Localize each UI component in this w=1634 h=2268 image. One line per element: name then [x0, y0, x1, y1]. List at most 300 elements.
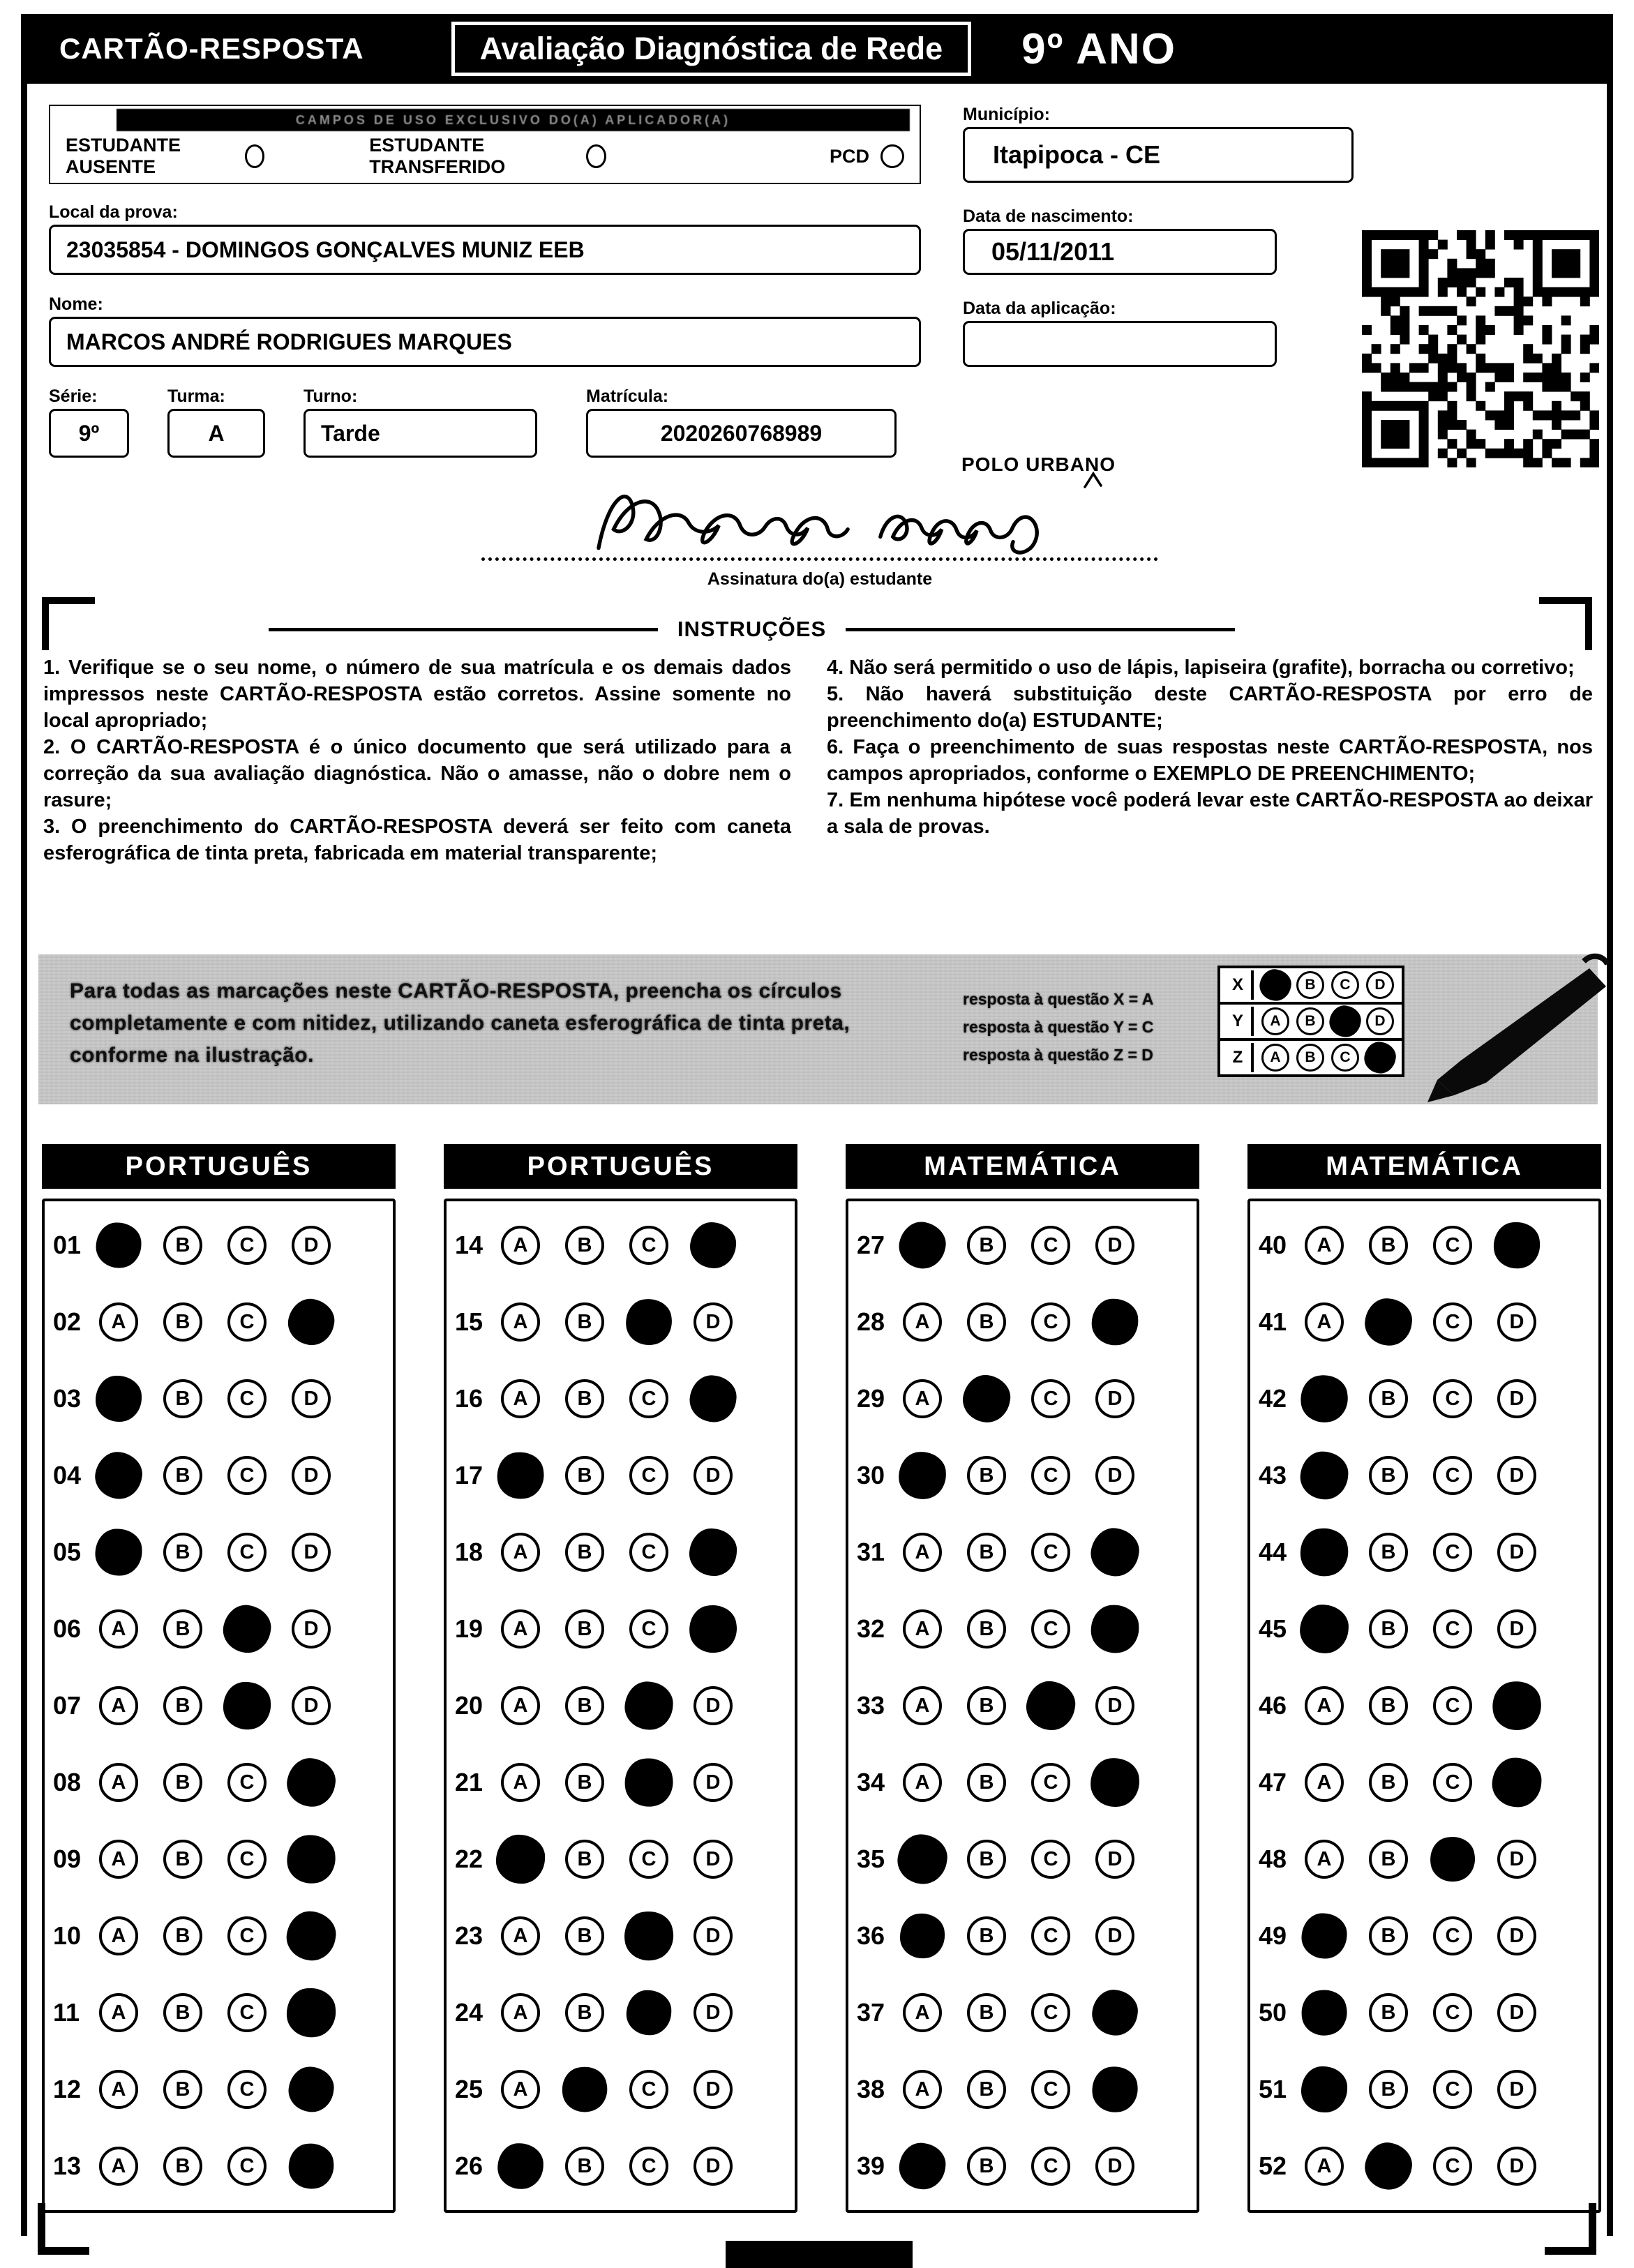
- answer-bubble-47-D-marked[interactable]: [1492, 1757, 1543, 1808]
- answer-bubble-25-A[interactable]: [501, 2070, 540, 2109]
- answer-bubble-36-A-marked[interactable]: [898, 1912, 947, 1960]
- answer-bubble-50-C[interactable]: [1433, 1993, 1472, 2032]
- bubble-letter: A: [111, 1847, 126, 1870]
- answer-bubble-19-B[interactable]: [565, 1609, 604, 1649]
- answer-bubble-12-D-marked[interactable]: [286, 2064, 336, 2115]
- answer-bubble-32-D-marked[interactable]: [1090, 1604, 1140, 1654]
- answer-bubble-15-A[interactable]: [501, 1302, 540, 1342]
- question-number: 21: [455, 1768, 484, 1796]
- answer-bubble-22-D[interactable]: [694, 1840, 733, 1879]
- answer-bubble-23-B[interactable]: [565, 1916, 604, 1955]
- question-row-32: [857, 1591, 1197, 1667]
- answer-bubble-31-D-marked[interactable]: [1087, 1524, 1142, 1579]
- answer-bubble-44-A-marked[interactable]: [1297, 1525, 1352, 1580]
- answer-bubble-10-C[interactable]: [227, 1916, 267, 1955]
- answer-bubble-11-B[interactable]: [163, 1993, 202, 2032]
- answer-bubble-14-A[interactable]: [501, 1226, 540, 1265]
- answer-bubble-17-A-marked[interactable]: [494, 1449, 547, 1502]
- answer-bubble-12-A[interactable]: [99, 2070, 138, 2109]
- answer-bubble-42-D[interactable]: [1497, 1379, 1536, 1418]
- bubble-letter: B: [1381, 1617, 1396, 1640]
- answer-bubble-41-D[interactable]: [1497, 1302, 1536, 1342]
- answer-bubble-11-A[interactable]: [99, 1993, 138, 2032]
- answer-bubble-01-C[interactable]: [227, 1226, 267, 1265]
- answer-bubble-07-D[interactable]: [292, 1686, 331, 1725]
- bubble-letter: B: [577, 1387, 592, 1410]
- answer-bubble-39-A-marked[interactable]: [897, 2141, 948, 2192]
- answer-bubble-30-B[interactable]: [967, 1456, 1006, 1495]
- answer-bubble-48-C-marked[interactable]: [1426, 1833, 1479, 1886]
- answer-bubble-A: [1261, 1007, 1289, 1035]
- answer-bubble-02-D-marked[interactable]: [284, 1295, 338, 1349]
- answer-bubble-05-D[interactable]: [292, 1533, 331, 1572]
- answer-bubble-17-D[interactable]: [694, 1456, 733, 1495]
- answer-bubble-38-C[interactable]: [1031, 2070, 1070, 2109]
- answer-bubble-09-D-marked[interactable]: [285, 1833, 337, 1885]
- answer-bubble-03-D[interactable]: [292, 1379, 331, 1418]
- bubble-letter: C: [1445, 1464, 1460, 1487]
- answer-bubble-12-C[interactable]: [227, 2070, 267, 2109]
- answer-bubble-18-B[interactable]: [565, 1533, 604, 1572]
- answer-bubble-52-B-marked[interactable]: [1361, 2138, 1416, 2193]
- question-number: 34: [857, 1768, 885, 1796]
- question-row-38: [857, 2051, 1197, 2128]
- answer-bubble-16-C[interactable]: [629, 1379, 668, 1418]
- bubble-letter: B: [577, 1617, 592, 1640]
- answer-bubble-10-B[interactable]: [163, 1916, 202, 1955]
- answer-bubble-34-A[interactable]: [903, 1763, 942, 1802]
- bubble-letter: C: [641, 1847, 657, 1870]
- bubble-letter: A: [915, 1617, 930, 1640]
- question-number: 08: [53, 1768, 82, 1796]
- answer-bubble-40-D-marked[interactable]: [1491, 1219, 1543, 1271]
- answer-bubble-42-A-marked[interactable]: [1298, 1372, 1351, 1426]
- question-row-23: [455, 1898, 795, 1974]
- bubble-letter: A: [513, 1771, 528, 1794]
- bubble-letter: D: [705, 2154, 721, 2177]
- answer-bubble-21-B[interactable]: [565, 1763, 604, 1802]
- answer-bubble-33-B[interactable]: [967, 1686, 1006, 1725]
- answer-bubble-04-D[interactable]: [292, 1456, 331, 1495]
- answer-bubble-47-A[interactable]: [1305, 1763, 1344, 1802]
- answer-bubble-03-A-marked[interactable]: [95, 1375, 142, 1422]
- answer-bubble-27-C[interactable]: [1031, 1226, 1070, 1265]
- answer-bubble-05-C[interactable]: [227, 1533, 267, 1572]
- answer-bubble-29-B-marked[interactable]: [959, 1372, 1014, 1427]
- answer-bubble-40-B[interactable]: [1369, 1226, 1408, 1265]
- answer-bubble-35-A-marked[interactable]: [894, 1831, 950, 1887]
- bubble-letter: D: [705, 1694, 721, 1717]
- answer-bubble-37-D-marked[interactable]: [1090, 1988, 1140, 2038]
- answer-bubble-31-B[interactable]: [967, 1533, 1006, 1572]
- answer-bubble-19-C[interactable]: [629, 1609, 668, 1649]
- answer-bubble-05-A-marked[interactable]: [94, 1528, 143, 1577]
- bubble-letter: C: [239, 1310, 255, 1333]
- answer-bubble-14-D-marked[interactable]: [688, 1220, 738, 1270]
- answer-bubble-46-B[interactable]: [1369, 1686, 1408, 1725]
- answer-bubble-41-C[interactable]: [1433, 1302, 1472, 1342]
- answer-bubble-47-C[interactable]: [1433, 1763, 1472, 1802]
- bubble-letter: D: [705, 2078, 721, 2101]
- answer-bubble-33-A[interactable]: [903, 1686, 942, 1725]
- bubble-letter: B: [175, 1771, 190, 1794]
- answer-bubble-49-B[interactable]: [1369, 1916, 1408, 1955]
- question-number: 51: [1259, 2075, 1287, 2103]
- answer-bubble-43-B[interactable]: [1369, 1456, 1408, 1495]
- answer-bubble-14-B[interactable]: [565, 1226, 604, 1265]
- answer-bubble-38-B[interactable]: [967, 2070, 1006, 2109]
- answer-bubble-29-D[interactable]: [1095, 1379, 1134, 1418]
- turno-label: Turno:: [303, 386, 358, 406]
- answer-bubble-24-C-marked[interactable]: [626, 1990, 672, 2036]
- bubble-letter: A: [915, 1540, 930, 1563]
- answer-bubble-41-B-marked[interactable]: [1363, 1297, 1414, 1348]
- grade-label: 9º ANO: [1021, 24, 1176, 73]
- question-number: 25: [455, 2075, 484, 2103]
- answer-bubble-13-D-marked[interactable]: [286, 2141, 336, 2191]
- answer-bubble-35-D[interactable]: [1095, 1840, 1134, 1879]
- turma-label: Turma:: [167, 386, 225, 406]
- bubble-letter: A: [915, 2001, 930, 2024]
- answer-bubble-23-A[interactable]: [501, 1916, 540, 1955]
- bubble-letter: C: [1043, 2001, 1058, 2024]
- answer-bubble-17-B[interactable]: [565, 1456, 604, 1495]
- answer-bubble-48-A[interactable]: [1305, 1840, 1344, 1879]
- bubble-letter: A: [915, 1387, 930, 1410]
- answer-bubble-51-A-marked[interactable]: [1301, 2066, 1347, 2112]
- answer-bubble-52-C[interactable]: [1433, 2147, 1472, 2186]
- answer-bubble-21-C-marked[interactable]: [621, 1755, 677, 1810]
- bubble-letter: B: [979, 2001, 994, 2024]
- answer-bubble-08-A[interactable]: [99, 1763, 138, 1802]
- answer-bubble-09-B[interactable]: [163, 1840, 202, 1879]
- answer-bubble-19-D-marked[interactable]: [686, 1602, 740, 1656]
- answer-bubble-37-C[interactable]: [1031, 1993, 1070, 2032]
- answer-bubble-32-A[interactable]: [903, 1609, 942, 1649]
- answer-bubble-07-C-marked[interactable]: [222, 1681, 272, 1731]
- bubble-letter: A: [915, 2078, 930, 2101]
- answer-bubble-34-D-marked[interactable]: [1089, 1757, 1141, 1809]
- answer-bubble-45-B[interactable]: [1369, 1609, 1408, 1649]
- answer-bubble-37-B[interactable]: [967, 1993, 1006, 2032]
- bubble-letter: C: [1445, 1233, 1460, 1256]
- answer-bubble-10-A[interactable]: [99, 1916, 138, 1955]
- instructions-title: INSTRUÇÕES: [677, 617, 827, 641]
- answer-bubble-37-A[interactable]: [903, 1993, 942, 2032]
- answer-bubble-50-D[interactable]: [1497, 1993, 1536, 2032]
- turno-field: [303, 409, 537, 458]
- bubble-letter: B: [175, 1464, 190, 1487]
- answer-bubble-39-C[interactable]: [1031, 2147, 1070, 2186]
- question-row-02: [53, 1284, 393, 1360]
- answer-bubble-09-A[interactable]: [99, 1840, 138, 1879]
- bubble-letter: D: [303, 1540, 319, 1563]
- answer-bubble-11-C[interactable]: [227, 1993, 267, 2032]
- answer-bubble-23-C-marked[interactable]: [620, 1907, 678, 1965]
- example-row-Z: [1220, 1041, 1402, 1074]
- answer-bubble-01-D[interactable]: [292, 1226, 331, 1265]
- answer-bubble-26-D[interactable]: [694, 2147, 733, 2186]
- answer-bubble-25-C[interactable]: [629, 2070, 668, 2109]
- answer-bubble-09-C[interactable]: [227, 1840, 267, 1879]
- answer-bubble-03-C[interactable]: [227, 1379, 267, 1418]
- question-row-47: [1259, 1744, 1598, 1821]
- answer-bubble-14-C[interactable]: [629, 1226, 668, 1265]
- bubble-letter: B: [979, 2078, 994, 2101]
- answer-bubble-24-B[interactable]: [565, 1993, 604, 2032]
- question-row-37: [857, 1974, 1197, 2051]
- matricula-label: Matrícula:: [586, 386, 669, 406]
- answer-bubble-34-C[interactable]: [1031, 1763, 1070, 1802]
- answer-bubble-44-B[interactable]: [1369, 1533, 1408, 1572]
- answer-bubble-45-A-marked[interactable]: [1299, 1604, 1350, 1655]
- question-number: 50: [1259, 1998, 1287, 2027]
- answer-bubble-28-A[interactable]: [903, 1302, 942, 1342]
- answer-bubble-46-D-marked[interactable]: [1488, 1677, 1545, 1734]
- answer-bubble-51-B[interactable]: [1369, 2070, 1408, 2109]
- answer-bubble-51-C[interactable]: [1433, 2070, 1472, 2109]
- answer-bubble-07-B[interactable]: [163, 1686, 202, 1725]
- answer-bubble-06-D[interactable]: [292, 1609, 331, 1649]
- answer-bubble-36-C[interactable]: [1031, 1916, 1070, 1955]
- answer-bubble-48-D[interactable]: [1497, 1840, 1536, 1879]
- answer-bubble-52-A[interactable]: [1305, 2147, 1344, 2186]
- answer-bubble-42-C[interactable]: [1433, 1379, 1472, 1418]
- bubble-letter: B: [577, 2001, 592, 2024]
- instructions-col-2: [827, 654, 1593, 840]
- answer-bubble-D: [1366, 1007, 1394, 1035]
- answer-bubble-01-A-marked[interactable]: [96, 1223, 142, 1268]
- answer-bubble-06-A[interactable]: [99, 1609, 138, 1649]
- answer-bubble-26-C[interactable]: [629, 2147, 668, 2186]
- bubble-letter: B: [175, 1233, 190, 1256]
- bubble-letter: C: [641, 1617, 657, 1640]
- answer-bubble-46-A[interactable]: [1305, 1686, 1344, 1725]
- answer-bubble-31-A[interactable]: [903, 1533, 942, 1572]
- answer-bubble-21-A[interactable]: [501, 1763, 540, 1802]
- bubble-letter: C: [1445, 1617, 1460, 1640]
- answer-grid: [1247, 1199, 1601, 2213]
- bubble-letter: B: [577, 1694, 592, 1717]
- answer-bubble-30-A-marked[interactable]: [898, 1451, 947, 1500]
- attendance-label: PCD: [829, 145, 869, 167]
- answer-bubble-50-B[interactable]: [1369, 1993, 1408, 2032]
- answer-bubble-17-C[interactable]: [629, 1456, 668, 1495]
- answer-bubble-43-D[interactable]: [1497, 1456, 1536, 1495]
- answer-bubble-45-D[interactable]: [1497, 1609, 1536, 1649]
- question-number: 23: [455, 1921, 484, 1950]
- answer-bubble-20-B[interactable]: [565, 1686, 604, 1725]
- answer-bubble-02-C[interactable]: [227, 1302, 267, 1342]
- answer-bubble-20-A[interactable]: [501, 1686, 540, 1725]
- answer-bubble-45-C[interactable]: [1433, 1609, 1472, 1649]
- answer-bubble-08-B[interactable]: [163, 1763, 202, 1802]
- bubble-letter: B: [979, 1233, 994, 1256]
- answer-bubble-32-C[interactable]: [1031, 1609, 1070, 1649]
- answer-bubble-49-A-marked[interactable]: [1301, 1913, 1347, 1959]
- answer-bubble-18-A[interactable]: [501, 1533, 540, 1572]
- answer-bubble-22-B[interactable]: [565, 1840, 604, 1879]
- bubble-letter: C: [641, 2078, 657, 2101]
- answer-bubble-27-A-marked[interactable]: [895, 1218, 950, 1272]
- answer-column-title: MATEMÁTICA: [846, 1144, 1199, 1189]
- question-number: 05: [53, 1538, 82, 1566]
- answer-bubble-48-B[interactable]: [1369, 1840, 1408, 1879]
- answer-bubble-18-C[interactable]: [629, 1533, 668, 1572]
- question-number: 04: [53, 1461, 82, 1489]
- answer-bubble-26-B[interactable]: [565, 2147, 604, 2186]
- answer-bubble-44-C[interactable]: [1433, 1533, 1472, 1572]
- answer-bubble-26-A-marked[interactable]: [497, 2143, 544, 2189]
- answer-bubble-49-C[interactable]: [1433, 1916, 1472, 1955]
- answer-bubble-31-C[interactable]: [1031, 1533, 1070, 1572]
- answer-bubble-39-D[interactable]: [1095, 2147, 1134, 2186]
- answer-bubble-23-D[interactable]: [694, 1916, 733, 1955]
- answer-bubble-51-D[interactable]: [1497, 2070, 1536, 2109]
- answer-bubble-32-B[interactable]: [967, 1609, 1006, 1649]
- question-number: 19: [455, 1614, 484, 1643]
- bubble-letter: D: [1509, 1924, 1524, 1947]
- fill-instructions-text: Para todas as marcações neste CARTÃO-RESPOSTA, preencha os círculos completamente e com nitidez, utilizando caneta esferográfica de tinta preta, conforme na ilustração.: [70, 979, 850, 1067]
- bubble-letter: B: [979, 1464, 994, 1487]
- bubble-letter: B: [577, 1310, 592, 1333]
- bubble-letter: D: [1107, 1924, 1123, 1947]
- answer-bubble-36-D[interactable]: [1095, 1916, 1134, 1955]
- instruction-item: 4. Não será permitido o uso de lápis, lapiseira (grafite), borracha ou corretivo;: [827, 656, 1575, 679]
- instruction-item: 5. Não haverá substituição deste CARTÃO-RESPOSTA por erro de preenchimento do(a) ESTUDANTE;: [827, 683, 1593, 732]
- answer-bubble-41-A[interactable]: [1305, 1302, 1344, 1342]
- answer-bubble-07-A[interactable]: [99, 1686, 138, 1725]
- bubble-letter: C: [1445, 1694, 1460, 1717]
- answer-bubble-18-D-marked[interactable]: [688, 1527, 738, 1577]
- answer-bubble-20-D[interactable]: [694, 1686, 733, 1725]
- answer-bubble-30-D[interactable]: [1095, 1456, 1134, 1495]
- answer-bubble-02-B[interactable]: [163, 1302, 202, 1342]
- answer-bubble-15-D[interactable]: [694, 1302, 733, 1342]
- answer-bubble-21-D[interactable]: [694, 1763, 733, 1802]
- answer-bubble-33-C-marked[interactable]: [1023, 1678, 1078, 1733]
- answer-bubble-36-B[interactable]: [967, 1916, 1006, 1955]
- answer-bubble-24-A[interactable]: [501, 1993, 540, 2032]
- answer-bubble-16-A[interactable]: [501, 1379, 540, 1418]
- attendance-label: ESTUDANTE AUSENTE: [66, 135, 181, 177]
- answer-bubble-03-B[interactable]: [163, 1379, 202, 1418]
- answer-bubble-30-C[interactable]: [1031, 1456, 1070, 1495]
- answer-bubble-16-B[interactable]: [565, 1379, 604, 1418]
- answer-bubble-47-B[interactable]: [1369, 1763, 1408, 1802]
- question-row-26: [455, 2128, 795, 2205]
- answer-bubble-19-A[interactable]: [501, 1609, 540, 1649]
- attendance-checkbox[interactable]: [880, 144, 904, 168]
- answer-bubble-29-C[interactable]: [1031, 1379, 1070, 1418]
- bubble-letter: D: [1107, 1387, 1123, 1410]
- answer-bubble-16-D-marked[interactable]: [688, 1374, 738, 1424]
- answer-bubble-44-D[interactable]: [1497, 1533, 1536, 1572]
- answer-bubble-13-C[interactable]: [227, 2147, 267, 2186]
- answer-bubble-27-B[interactable]: [967, 1226, 1006, 1265]
- bubble-letter: C: [1445, 1387, 1460, 1410]
- assessment-title: Avaliação Diagnóstica de Rede: [451, 22, 972, 76]
- bubble-letter: A: [1317, 1847, 1332, 1870]
- answer-column-4: [1247, 1144, 1601, 2213]
- answer-bubble-52-D[interactable]: [1497, 2147, 1536, 2186]
- question-row-30: [857, 1437, 1197, 1514]
- answer-bubble-27-D[interactable]: [1095, 1226, 1134, 1265]
- answer-bubble-25-B-marked[interactable]: [557, 2062, 611, 2116]
- answer-bubble-06-C-marked[interactable]: [220, 1602, 274, 1656]
- answer-bubble-04-B[interactable]: [163, 1456, 202, 1495]
- answer-bubble-43-C[interactable]: [1433, 1456, 1472, 1495]
- answer-bubble-40-A[interactable]: [1305, 1226, 1344, 1265]
- answer-bubble-15-B[interactable]: [565, 1302, 604, 1342]
- question-number: 32: [857, 1614, 885, 1643]
- answer-bubble-12-B[interactable]: [163, 2070, 202, 2109]
- answer-bubble-08-C[interactable]: [227, 1763, 267, 1802]
- answer-bubble-29-A[interactable]: [903, 1379, 942, 1418]
- answer-bubble-46-C[interactable]: [1433, 1686, 1472, 1725]
- answer-column-1: [42, 1144, 396, 2213]
- answer-bubble-40-C[interactable]: [1433, 1226, 1472, 1265]
- answer-bubble-13-A[interactable]: [99, 2147, 138, 2186]
- bubble-letter: B: [577, 1540, 592, 1563]
- answer-bubble-13-B[interactable]: [163, 2147, 202, 2186]
- answer-bubble-34-B[interactable]: [967, 1763, 1006, 1802]
- bubble-letter: D: [303, 1387, 319, 1410]
- answer-bubble-28-C[interactable]: [1031, 1302, 1070, 1342]
- answer-bubble-28-D-marked[interactable]: [1091, 1298, 1139, 1346]
- answer-bubble-39-B[interactable]: [967, 2147, 1006, 2186]
- answer-bubble-05-B[interactable]: [163, 1533, 202, 1572]
- question-row-15: [455, 1284, 795, 1360]
- bubble-letter: D: [303, 1233, 319, 1256]
- answer-bubble-25-D[interactable]: [694, 2070, 733, 2109]
- attendance-option-3: [830, 144, 904, 168]
- answer-bubble-28-B[interactable]: [967, 1302, 1006, 1342]
- bubble-letter: C: [1043, 1617, 1058, 1640]
- answer-bubble-33-D[interactable]: [1095, 1686, 1134, 1725]
- answer-bubble-49-D[interactable]: [1497, 1916, 1536, 1955]
- bubble-letter: B: [979, 1310, 994, 1333]
- bubble-letter: B: [175, 2078, 190, 2101]
- answer-bubble-04-A-marked[interactable]: [91, 1448, 146, 1503]
- answer-bubble-04-C[interactable]: [227, 1456, 267, 1495]
- answer-bubble-15-C-marked[interactable]: [623, 1296, 675, 1348]
- answer-bubble-06-B[interactable]: [163, 1609, 202, 1649]
- answer-bubble-35-B[interactable]: [967, 1840, 1006, 1879]
- answer-bubble-38-D-marked[interactable]: [1090, 2064, 1140, 2115]
- answer-bubble-35-C[interactable]: [1031, 1840, 1070, 1879]
- answer-bubble-22-A-marked[interactable]: [495, 1834, 546, 1884]
- bubble-letter: A: [513, 2001, 528, 2024]
- attendance-checkbox[interactable]: [586, 144, 606, 168]
- answer-bubble-02-A[interactable]: [99, 1302, 138, 1342]
- question-number: 01: [53, 1231, 82, 1259]
- answer-bubble-42-B[interactable]: [1369, 1379, 1408, 1418]
- answer-bubble-08-D-marked[interactable]: [284, 1755, 339, 1810]
- attendance-checkbox[interactable]: [245, 144, 264, 168]
- answer-bubble-43-A-marked[interactable]: [1299, 1450, 1350, 1501]
- answer-bubble-22-C[interactable]: [629, 1840, 668, 1879]
- serie-label: Série:: [49, 386, 98, 406]
- answer-bubble-50-A-marked[interactable]: [1297, 1985, 1351, 2040]
- answer-bubble-01-B[interactable]: [163, 1226, 202, 1265]
- answer-bubble-11-D-marked[interactable]: [285, 1986, 338, 2039]
- answer-bubble-10-D-marked[interactable]: [283, 1908, 338, 1963]
- answer-bubble-20-C-marked[interactable]: [624, 1681, 674, 1731]
- answer-bubble-38-A[interactable]: [903, 2070, 942, 2109]
- answer-bubble-24-D[interactable]: [694, 1993, 733, 2032]
- bubble-letter: A: [1317, 1694, 1332, 1717]
